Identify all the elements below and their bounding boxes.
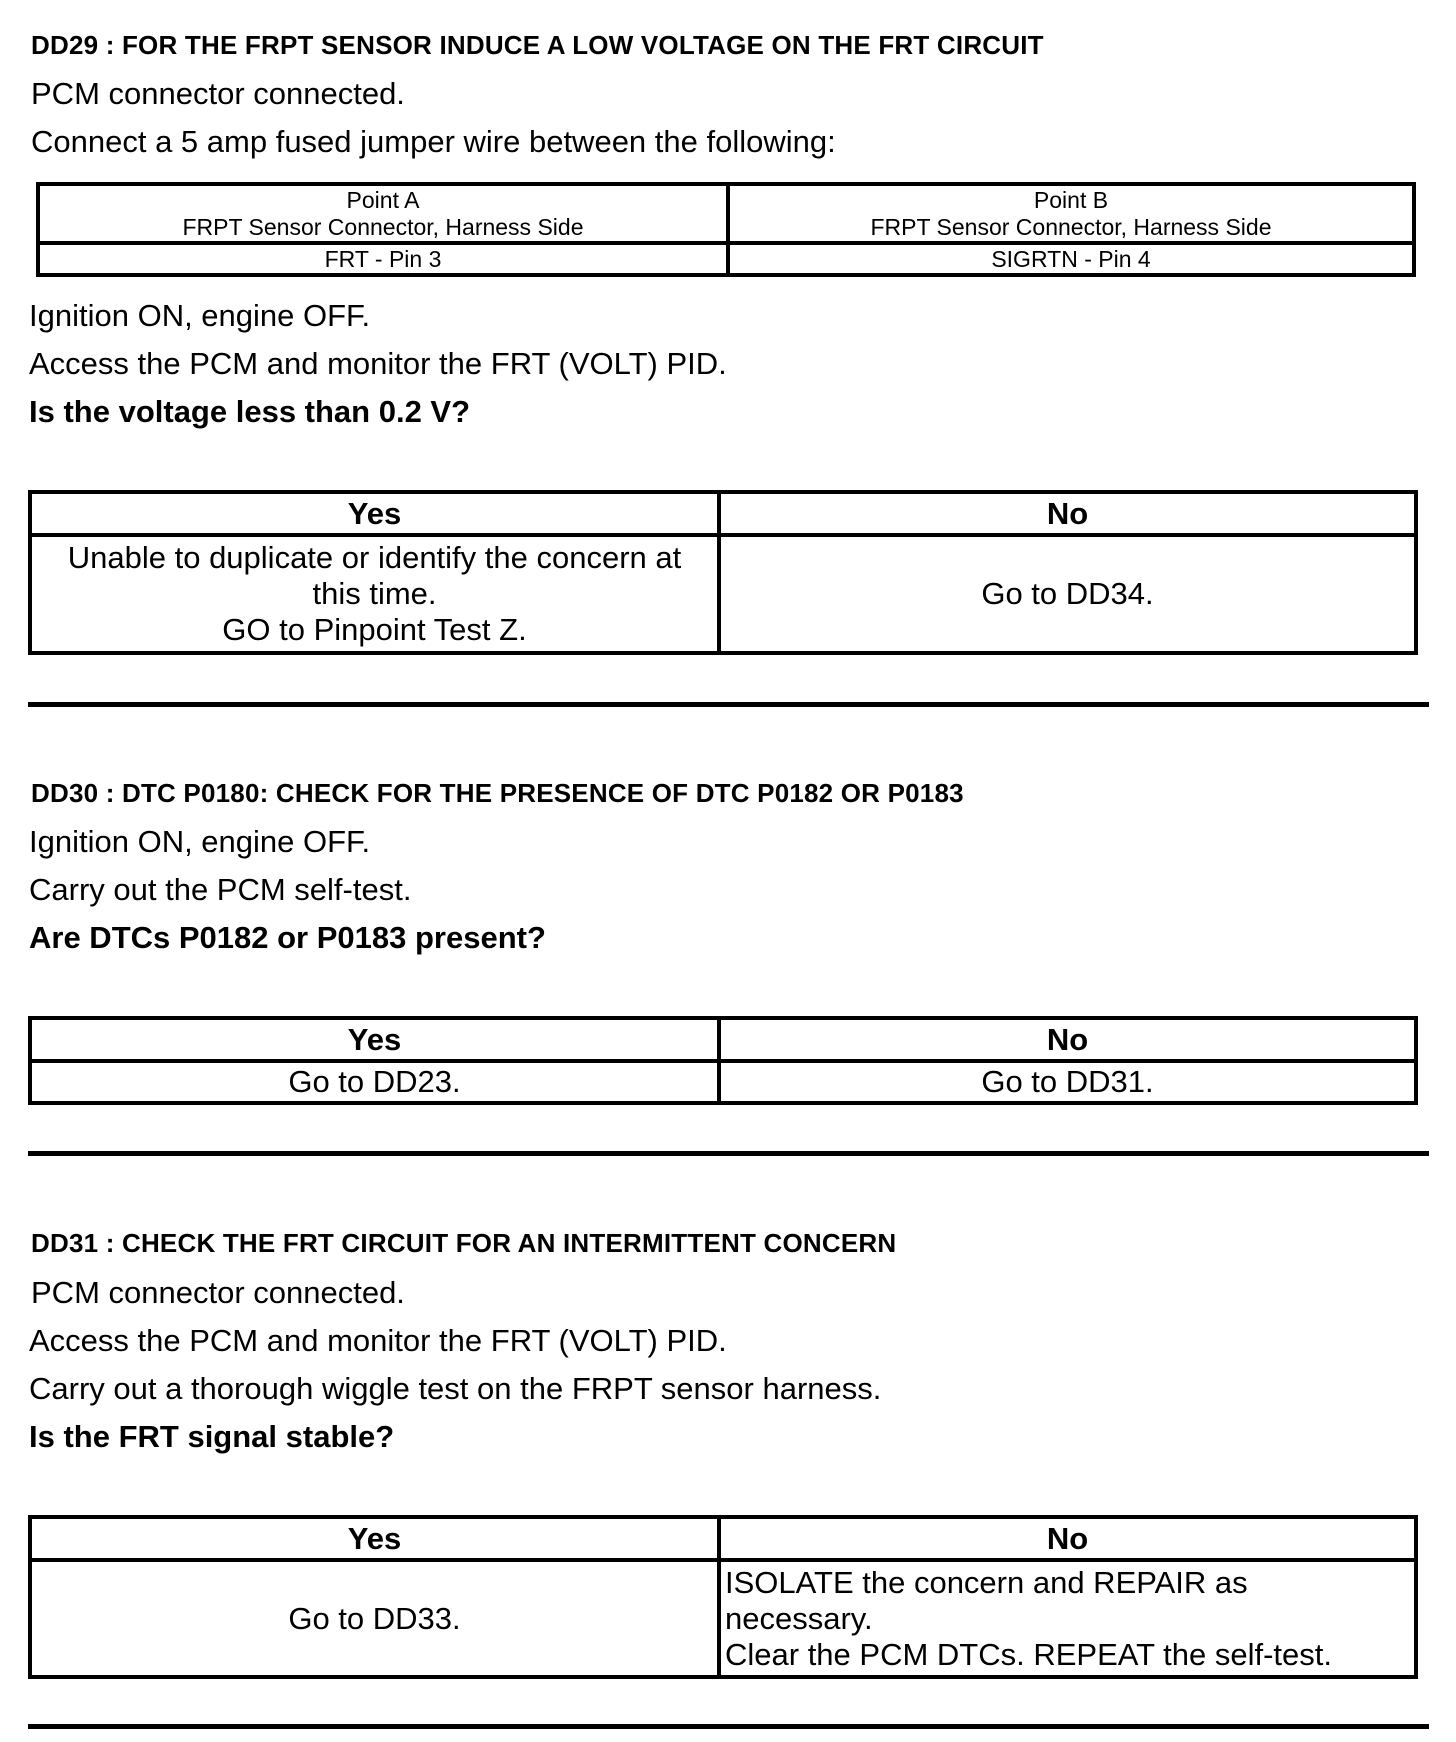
point-a-label: Point A bbox=[346, 186, 420, 213]
yes-line: Unable to duplicate or identify the concern at bbox=[67, 540, 682, 575]
section-divider bbox=[28, 1724, 1429, 1729]
step-text: Carry out a thorough wiggle test on the FRPT sensor harness. bbox=[29, 1371, 882, 1406]
step-text: Connect a 5 amp fused jumper wire between the following: bbox=[31, 124, 836, 159]
no-action: Go to DD34. bbox=[719, 535, 1416, 653]
step-text: Carry out the PCM self-test. bbox=[29, 872, 412, 907]
no-header: No bbox=[719, 1517, 1416, 1560]
yes-action: Go to DD33. bbox=[30, 1560, 719, 1677]
jumper-table bbox=[36, 182, 1416, 277]
test-question: Are DTCs P0182 or P0183 present? bbox=[29, 920, 546, 955]
step-text: PCM connector connected. bbox=[31, 1275, 405, 1310]
step-text: Access the PCM and monitor the FRT (VOLT) PID. bbox=[29, 346, 727, 381]
test-question: Is the FRT signal stable? bbox=[29, 1419, 395, 1454]
test-question: Is the voltage less than 0.2 V? bbox=[29, 394, 471, 429]
yes-header: Yes bbox=[30, 492, 719, 535]
section-divider bbox=[28, 1151, 1429, 1156]
result-table bbox=[28, 1515, 1418, 1679]
section-heading-dd31: DD31 : CHECK THE FRT CIRCUIT FOR AN INTERMITTENT CONCERN bbox=[31, 1228, 897, 1258]
yes-line: GO to Pinpoint Test Z. bbox=[222, 612, 527, 647]
point-b-value: SIGRTN - Pin 4 bbox=[728, 243, 1414, 275]
point-b-location: FRPT Sensor Connector, Harness Side bbox=[870, 213, 1272, 240]
yes-action: Go to DD23. bbox=[30, 1061, 719, 1103]
section-heading-dd29: DD29 : FOR THE FRPT SENSOR INDUCE A LOW VOLTAGE ON THE FRT CIRCUIT bbox=[31, 30, 1044, 60]
no-line: necessary. bbox=[725, 1600, 873, 1636]
result-table bbox=[28, 490, 1418, 655]
no-header: No bbox=[719, 492, 1416, 535]
result-table bbox=[28, 1016, 1418, 1105]
no-line: Clear the PCM DTCs. REPEAT the self-test. bbox=[725, 1636, 1332, 1672]
step-text: Ignition ON, engine OFF. bbox=[29, 824, 371, 859]
step-text: Access the PCM and monitor the FRT (VOLT) PID. bbox=[29, 1323, 727, 1358]
yes-line: this time. bbox=[312, 576, 437, 611]
point-a-location: FRPT Sensor Connector, Harness Side bbox=[182, 213, 584, 240]
point-b-header bbox=[728, 184, 1414, 243]
yes-header: Yes bbox=[30, 1517, 719, 1560]
no-header: No bbox=[719, 1018, 1416, 1061]
yes-header: Yes bbox=[30, 1018, 719, 1061]
step-text: PCM connector connected. bbox=[31, 76, 405, 111]
no-action bbox=[719, 1560, 1416, 1677]
section-heading-dd30: DD30 : DTC P0180: CHECK FOR THE PRESENCE OF DTC P0182 OR P0183 bbox=[31, 778, 964, 808]
point-a-value: FRT - Pin 3 bbox=[38, 243, 728, 275]
no-line: ISOLATE the concern and REPAIR as bbox=[725, 1564, 1248, 1600]
point-a-header bbox=[38, 184, 728, 243]
no-action: Go to DD31. bbox=[719, 1061, 1416, 1103]
point-b-label: Point B bbox=[1033, 186, 1109, 213]
step-text: Ignition ON, engine OFF. bbox=[29, 298, 371, 333]
yes-action bbox=[30, 535, 719, 653]
section-divider bbox=[28, 702, 1429, 707]
